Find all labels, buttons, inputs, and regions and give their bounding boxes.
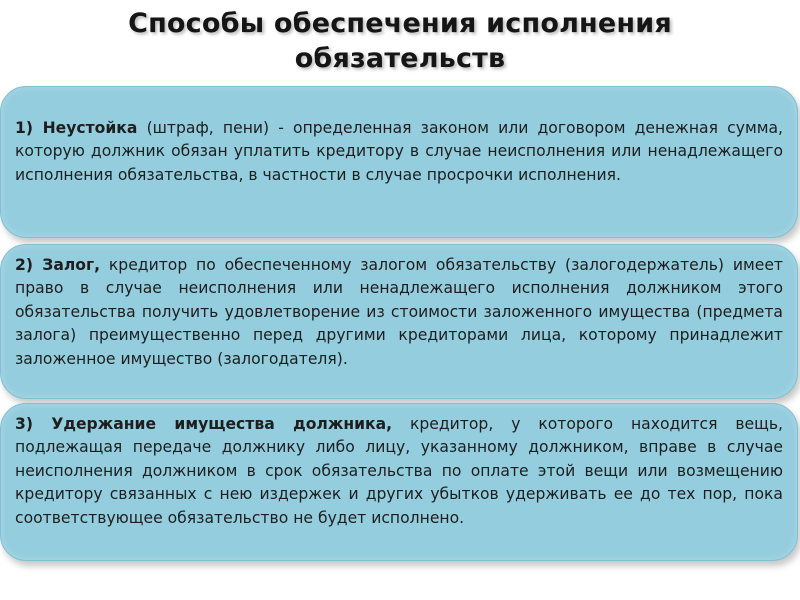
- item-box-pledge: [0, 244, 798, 399]
- page-title-line-2: обязательств: [294, 43, 506, 74]
- item-text: (штраф, пени) - определенная законом или договором денежная сумма, которую должник обязан уплатить кредитору в случае неисполнения или ненадлежащего исполнения обязательства, в частности в случае просрочки исполнения.: [15, 119, 783, 184]
- item-box-penalty: [0, 86, 798, 238]
- item-text: кредитор, у которого находится вещь, подлежащая передаче должнику либо лицу, указанному должником, вправе в случае неисполнения должником в срок обязательства по оплате этой вещи или возмещению кредитору связанных с нею издержек и других убытков удерживать ее до тех пор, пока соответствующее обязательство не будет исполнено.: [15, 415, 783, 527]
- page-title-line-1: Способы обеспечения исполнения: [128, 8, 672, 39]
- page-title: [0, 6, 800, 76]
- item-box-retention: [0, 403, 798, 561]
- item-heading: 2) Залог,: [15, 256, 101, 274]
- item-heading: 1) Неустойка: [15, 119, 138, 137]
- item-heading: 3) Удержание имущества должника,: [15, 415, 393, 433]
- item-text: кредитор по обеспеченному залогом обязательству (залогодержатель) имеет право в случае неисполнения или ненадлежащего исполнения должником этого обязательства получить удовлетворение из стоимости заложенного имущества (предмета залога) преимущественно перед другими кредиторами лица, которому принадлежит заложенное имущество (залогодателя).: [15, 256, 783, 368]
